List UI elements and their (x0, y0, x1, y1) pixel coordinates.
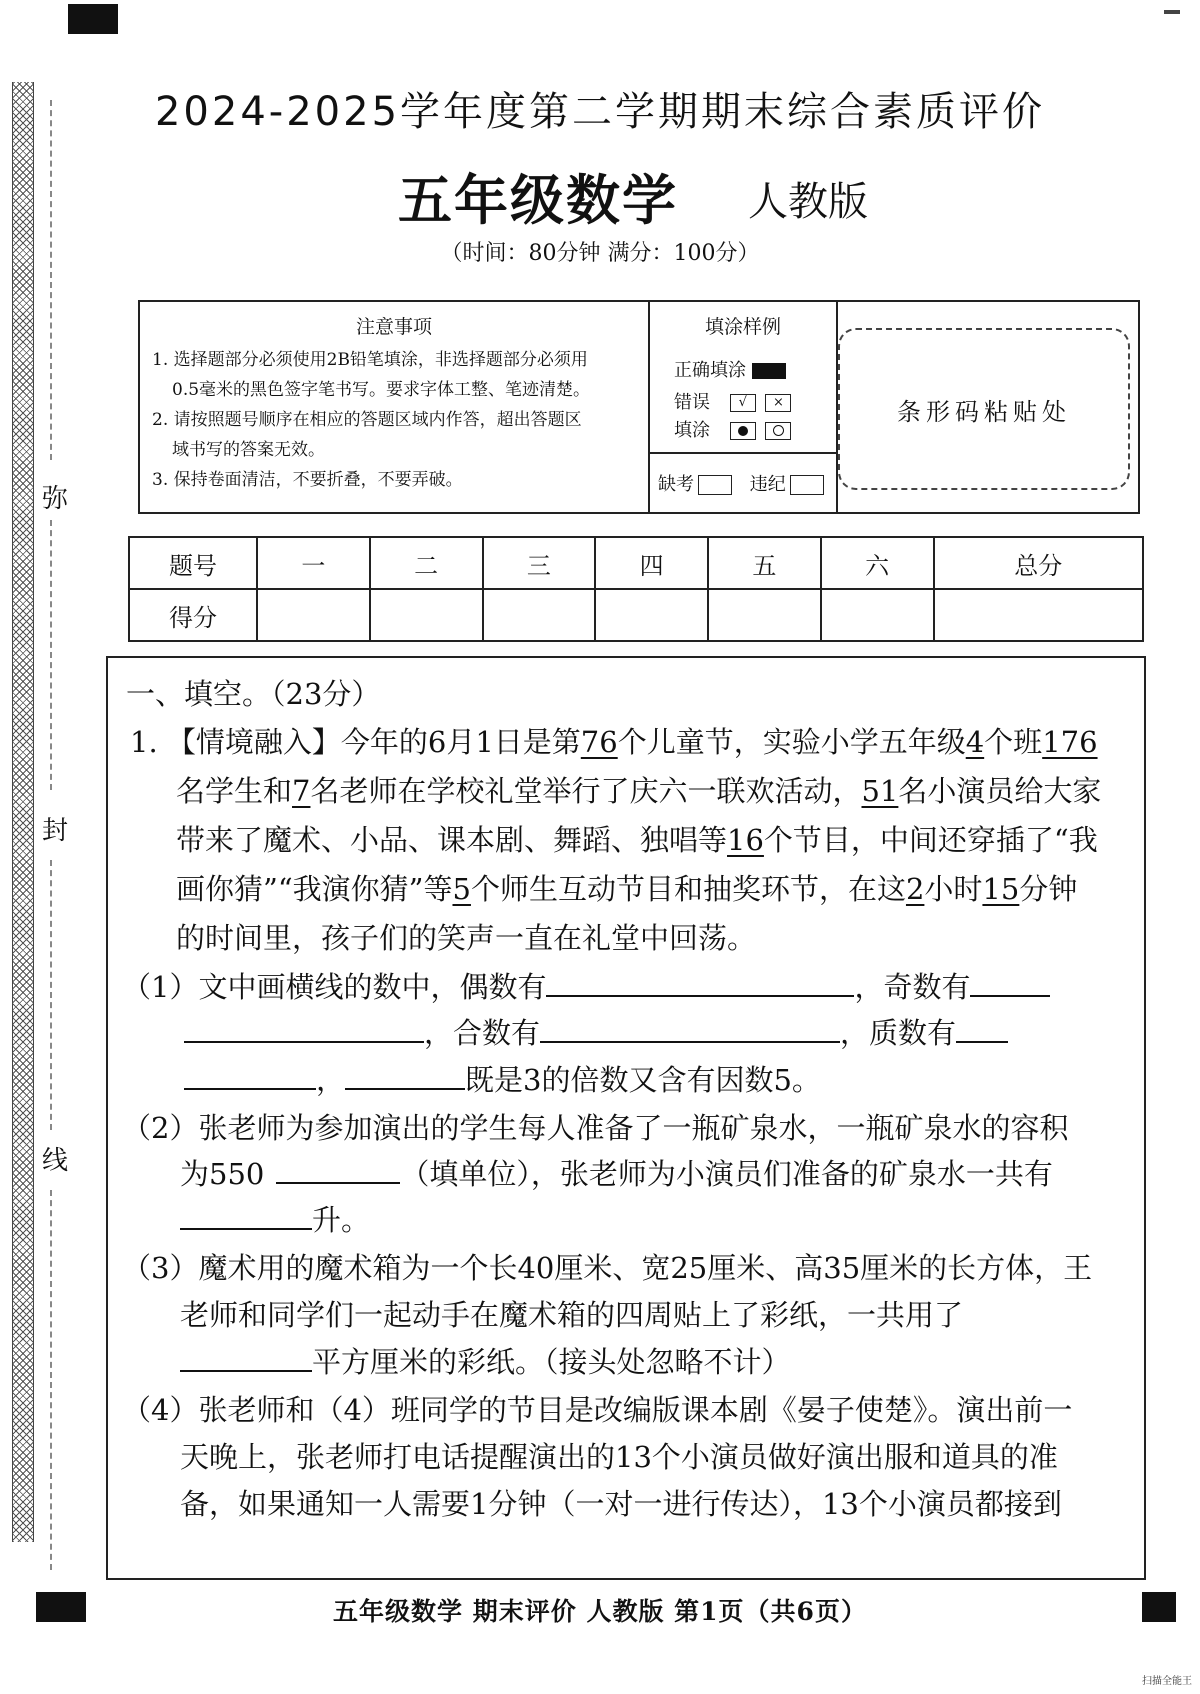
q1-sub2-cont: 升。 (180, 1196, 370, 1245)
page-footer: 五年级数学 期末评价 人教版 第1页（共6页） (333, 1597, 867, 1626)
score-cell[interactable] (934, 589, 1144, 641)
circle-empty-icon (765, 422, 791, 440)
registration-mark-top-left (68, 4, 118, 34)
notice-item: 0.5毫米的黑色签字笔书写。要求字体工整、笔迹清楚。 (172, 380, 591, 400)
q1-line: 名学生和7名老师在学校礼堂举行了庆六一联欢活动，51名小演员给大家 (176, 774, 1102, 808)
table-row-label: 得分 (129, 589, 257, 641)
score-cell[interactable] (821, 589, 934, 641)
table-header-cell: 题号 (129, 537, 257, 589)
notice-title: 注意事项 (355, 316, 432, 338)
binding-dash-line (50, 520, 52, 790)
wrong-fill-row-2 (674, 416, 791, 442)
notice-item: 2. 请按照题号顺序在相应的答题区域内作答，超出答题区 (152, 410, 582, 430)
edition-label: 人教版 (748, 179, 868, 225)
q1-sub4-cont: 备，如果通知一人需要1分钟（一对一进行传达），13个小演员都接到 (180, 1487, 1062, 1521)
q1-sub1: （1）文中画横线的数中，偶数有 ，奇数有 (122, 963, 1050, 1012)
notice-item: 域书写的答案无效。 (172, 440, 325, 460)
q1-sub1-cont: ， 既是3的倍数又含有因数5。 (184, 1056, 821, 1105)
score-cell[interactable] (483, 589, 596, 641)
q1-sub3-cont: 老师和同学们一起动手在魔术箱的四周贴上了彩纸，一共用了 (180, 1298, 964, 1332)
q1-sub4-cont: 天晚上，张老师打电话提醒演出的13个小演员做好演出服和道具的准 (180, 1440, 1058, 1474)
binding-dash-line (50, 1190, 52, 1570)
absent-label: 缺考 (658, 474, 694, 495)
binding-strip (12, 82, 34, 1542)
cross-mark-icon: × (765, 394, 791, 412)
q1-line: 画你猜”“我演你猜”等5个师生互动节目和抽奖环节，在这2小时15分钟 (176, 872, 1078, 906)
correct-fill-label: 正确填涂 (674, 360, 746, 381)
binding-char: 线 (40, 1140, 70, 1177)
answer-blank[interactable] (970, 965, 1050, 997)
table-header-cell: 四 (595, 537, 708, 589)
q1-sub3-cont: 平方厘米的彩纸。（接头处忽略不计） (180, 1338, 791, 1387)
answer-blank[interactable] (180, 1198, 312, 1230)
absent-violation-row (658, 470, 824, 496)
subject-title: 五年级数学 (398, 168, 678, 232)
wrong-fill-row-1 (674, 388, 791, 414)
score-cell[interactable] (595, 589, 708, 641)
wrong-fill-label-2: 填涂 (674, 420, 710, 441)
answer-blank[interactable] (345, 1058, 465, 1090)
answer-blank[interactable] (546, 965, 854, 997)
answer-blank[interactable] (956, 1011, 1008, 1043)
notice-item: 1. 选择题部分必须使用2B铅笔填涂，非选择题部分必须用 (152, 350, 588, 370)
check-mark-icon: √ (730, 394, 756, 412)
wrong-fill-label: 错误 (674, 392, 710, 413)
notice-instructions (140, 302, 650, 512)
time-info: （时间：80分钟 满分：100分） (440, 241, 760, 266)
binding-dash-line (50, 860, 52, 1130)
score-table (128, 536, 1144, 642)
answer-blank[interactable] (276, 1152, 400, 1184)
notice-item: 3. 保持卷面清洁，不要折叠，不要弄破。 (152, 470, 463, 490)
q1-sub4: （4）张老师和（4）班同学的节目是改编版课本剧《晏子使楚》。演出前一 (122, 1393, 1073, 1427)
fill-sample-divider (650, 452, 836, 454)
barcode-label: 条形码粘贴处 (897, 397, 1071, 426)
binding-char: 封 (40, 810, 70, 847)
answer-blank[interactable] (184, 1058, 316, 1090)
section-heading: 一、填空。（23分） (126, 677, 381, 711)
barcode-area (838, 328, 1130, 490)
question-area (106, 656, 1146, 1580)
table-header-cell: 五 (708, 537, 821, 589)
scanner-watermark: 扫描全能王 (1142, 1676, 1192, 1687)
table-row (129, 537, 1143, 589)
q1-line: 的时间里，孩子们的笑声一直在礼堂中回荡。 (176, 921, 757, 955)
absent-checkbox[interactable] (698, 475, 732, 495)
answer-blank[interactable] (180, 1340, 312, 1372)
score-cell[interactable] (257, 589, 370, 641)
fill-sample-title: 填涂样例 (704, 316, 781, 338)
score-cell[interactable] (708, 589, 821, 641)
q1-sub2-cont: 为550 （填单位），张老师为小演员们准备的矿泉水一共有 (180, 1150, 1053, 1199)
table-header-cell: 总分 (934, 537, 1144, 589)
violation-label: 违纪 (749, 474, 786, 495)
table-header-cell: 三 (483, 537, 596, 589)
q1-line: 1. 【情境融入】今年的6月1日是第76个儿童节，实验小学五年级4个班176 (130, 725, 1098, 759)
violation-checkbox[interactable] (790, 475, 824, 495)
table-header-cell: 一 (257, 537, 370, 589)
correct-fill-row (674, 356, 786, 382)
answer-blank[interactable] (184, 1011, 424, 1043)
table-header-cell: 二 (370, 537, 483, 589)
binding-dash-line (50, 100, 52, 460)
scan-speck-icon (1164, 10, 1180, 14)
q1-sub1-cont: ，合数有 ，质数有 (184, 1009, 1008, 1058)
exam-title: 2024-2025学年度第二学期期末综合素质评价 (154, 89, 1046, 135)
q1-sub3: （3）魔术用的魔术箱为一个长40厘米、宽25厘米、高35厘米的长方体，王 (122, 1251, 1093, 1285)
table-header-cell: 六 (821, 537, 934, 589)
table-row (129, 589, 1143, 641)
q1-sub2: （2）张老师为参加演出的学生每人准备了一瓶矿泉水，一瓶矿泉水的容积 (122, 1111, 1069, 1145)
fill-sample (650, 302, 838, 512)
binding-char: 弥 (40, 478, 70, 515)
filled-box-icon (752, 363, 786, 379)
score-cell[interactable] (370, 589, 483, 641)
answer-blank[interactable] (540, 1011, 840, 1043)
q1-line: 带来了魔术、小品、课本剧、舞蹈、独唱等16个节目，中间还穿插了“我 (176, 823, 1098, 857)
dot-filled-icon (730, 422, 756, 440)
